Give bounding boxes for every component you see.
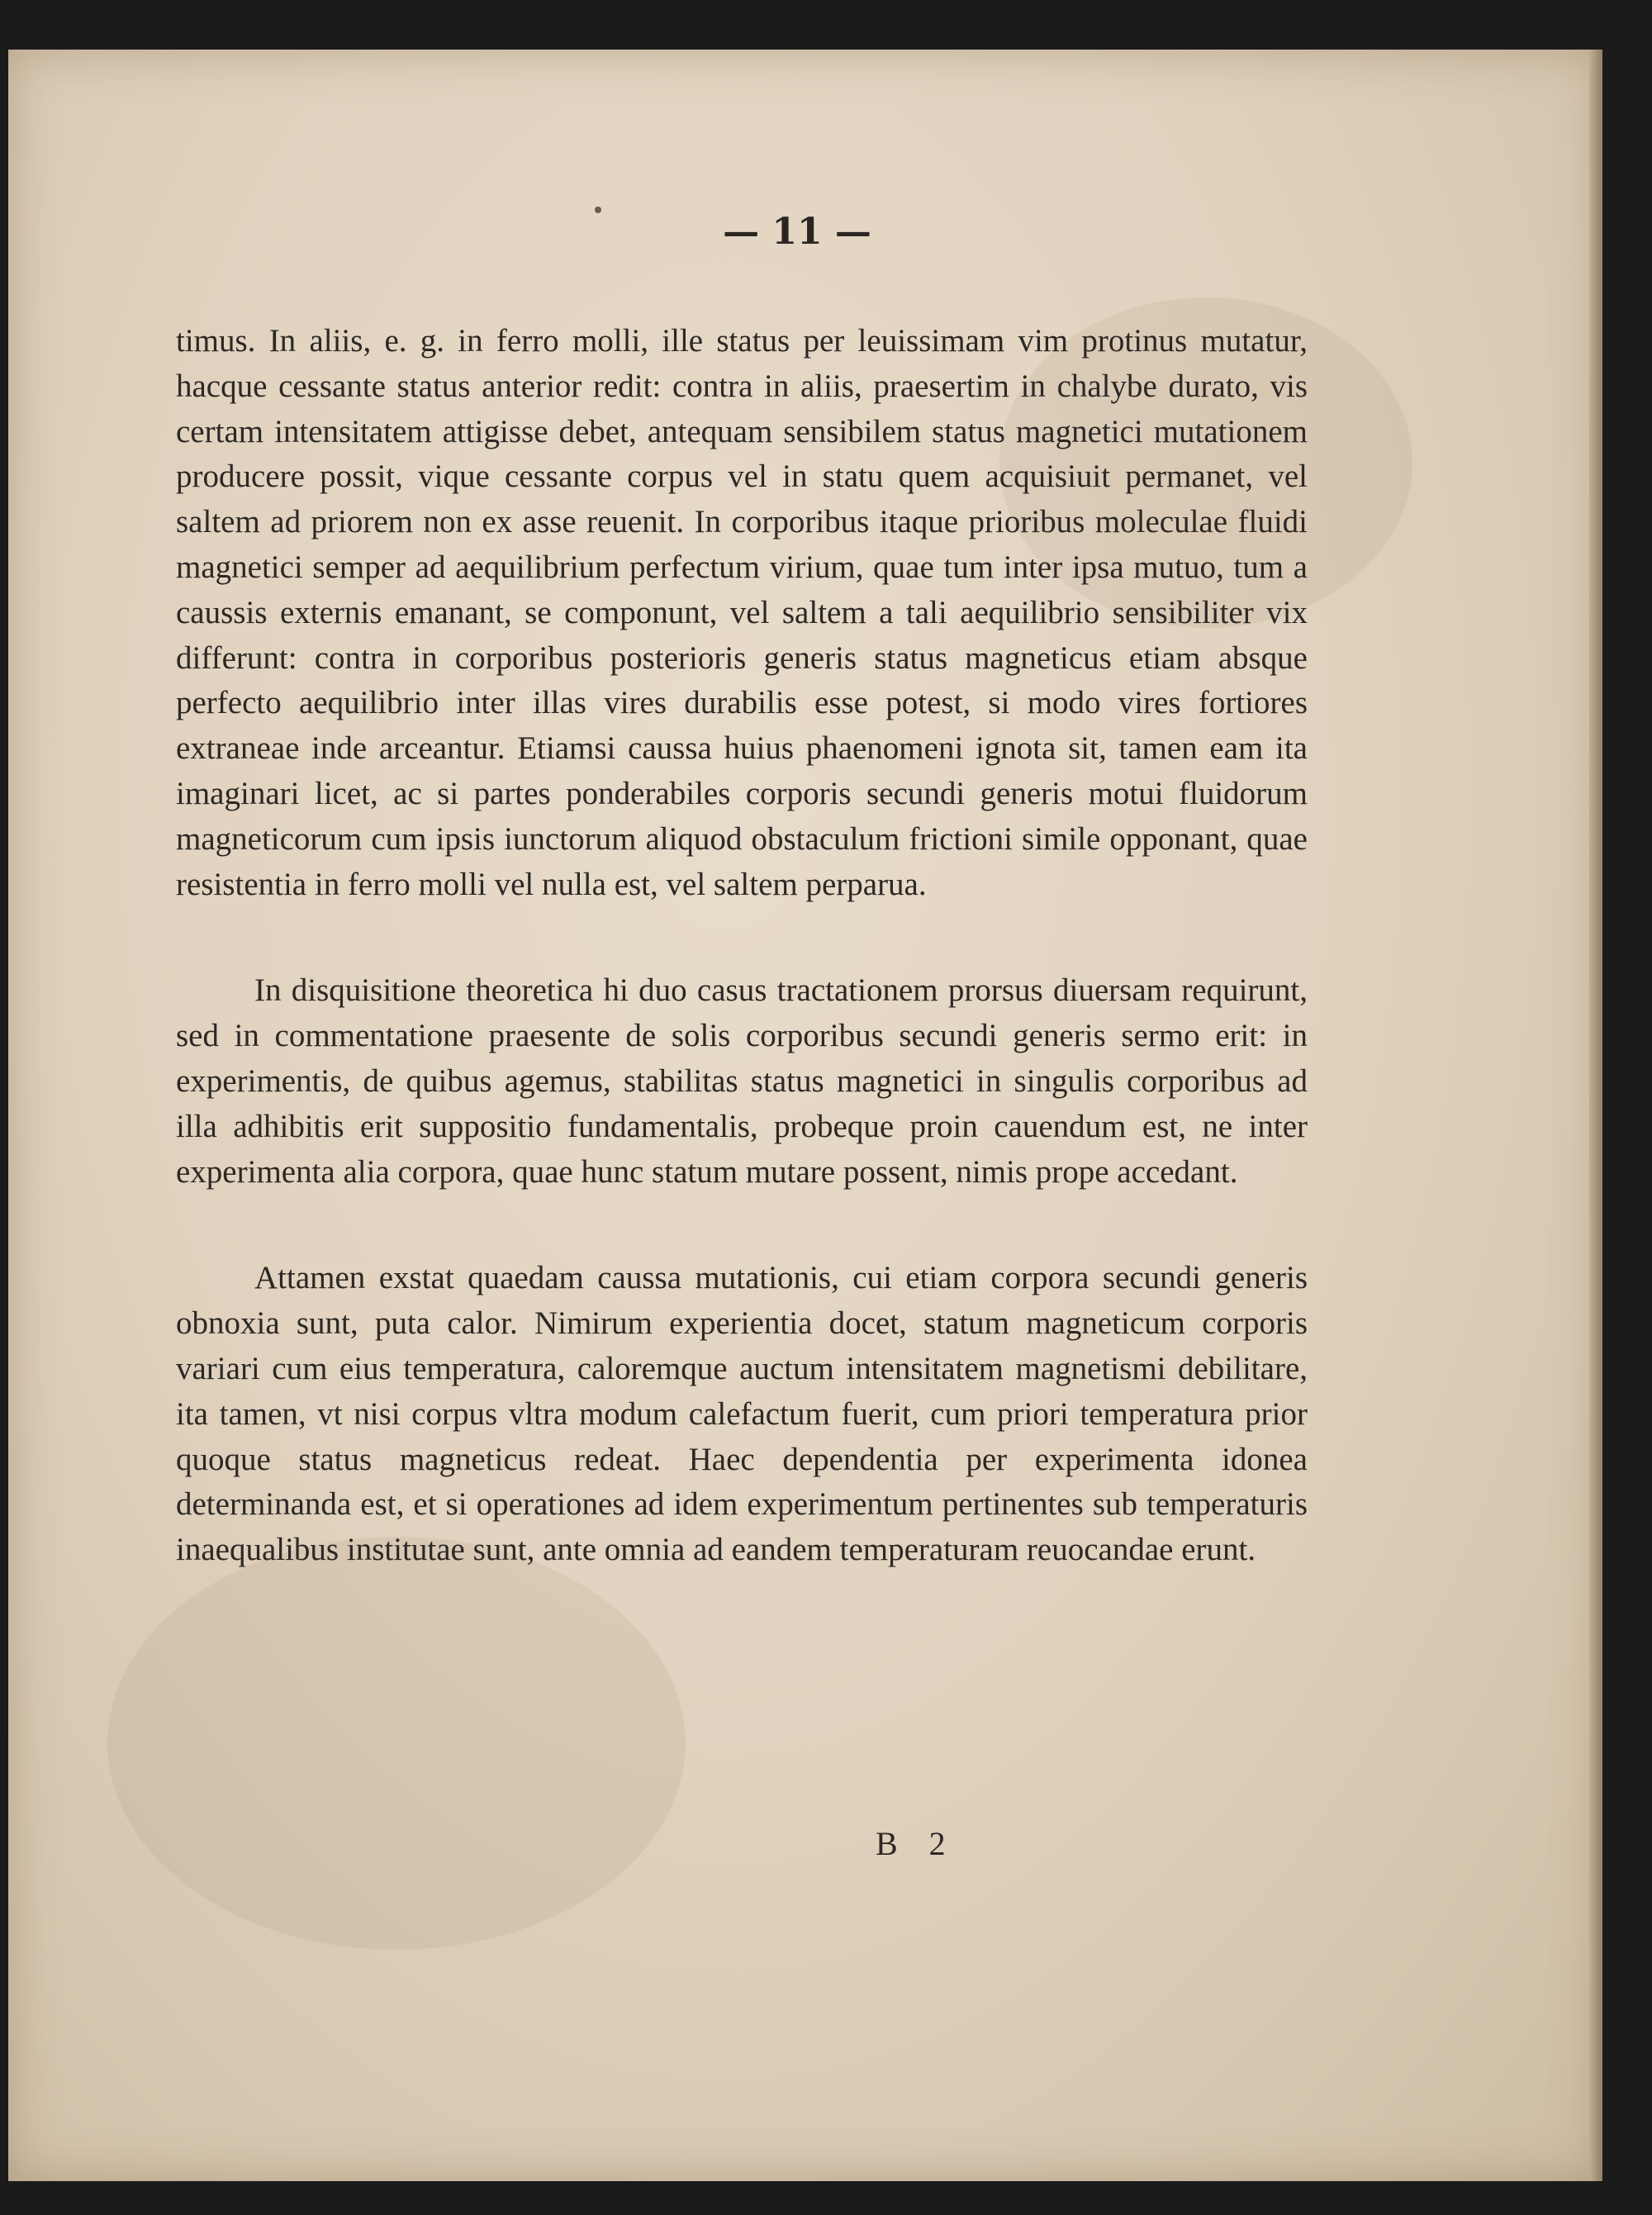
page-number-header: — 11 — [723,211,871,253]
body-text [176,319,1308,1573]
paragraph-1: timus. In aliis, e. g. in ferro molli, ille status per leuissimam vim protinus mutatur, hacque cessante status anterior redit: contra in aliis, praesertim in chalybe durato, vis certam intensitatem attigisse debet, antequam sensibilem status magnetici mutationem producere possit, vique cessante corpus vel in statu quem acquisiuit permanet, vel saltem ad priorem non ex asse reuenit. In corporibus itaque prioribus moleculae fluidi magnetici semper ad aequilibrium perfectum virium, quae tum inter ipsa mutuo, tum a caussis externis emanant, se componunt, vel saltem a tali aequilibrio sensibiliter vix differunt: contra in corporibus posterioris generis status magneticus etiam absque perfecto aequilibrio inter illas vires durabilis esse potest, si modo vires fortiores extraneae inde arceantur. Etiamsi caussa huius phaenomeni ignota sit, tamen eam ita imaginari licet, ac si partes ponderabiles corporis secundi generis motui fluidorum magneticorum cum ipsis iunctorum aliquod obstaculum frictioni simile opponant, quae resistentia in ferro molli vel nulla est, vel saltem perparua. [176,323,1308,902]
paragraph-2: In disquisitione theoretica hi duo casus tractationem prorsus diuersam requirunt, sed in commentatione praesente de solis corporibus secundi generis sermo erit: in experimentis, de quibus agemus, stabilitas status magnetici in singulis corporibus ad illa adhibitis erit suppositio fundamentalis, probeque proin cauendum est, ne inter experimenta alia corpora, quae hunc statum mutare possent, nimis prope accedant. [176,972,1308,1190]
paragraph-3: Attamen exstat quaedam caussa mutationis, cui etiam corpora secundi generis obnoxia sunt, puta calor. Nimirum experientia docet, statum magneticum corporis variari cum eius temperatura, caloremque auctum intensitatem magnetismi debilitare, ita tamen, vt nisi corpus vltra modum calefactum fuerit, cum priori temperatura prior quoque status magneticus redeat. Haec dependentia per experimenta idonea determinanda est, et si operationes ad idem experimentum pertinentes sub temperaturis inaequalibus institutae sunt, ante omnia ad eandem temperaturam reuocandae erunt. [176,1260,1308,1568]
paper-stain [107,1537,686,1950]
signature-mark: B 2 [876,1825,957,1862]
page-edge [1589,50,1602,2181]
